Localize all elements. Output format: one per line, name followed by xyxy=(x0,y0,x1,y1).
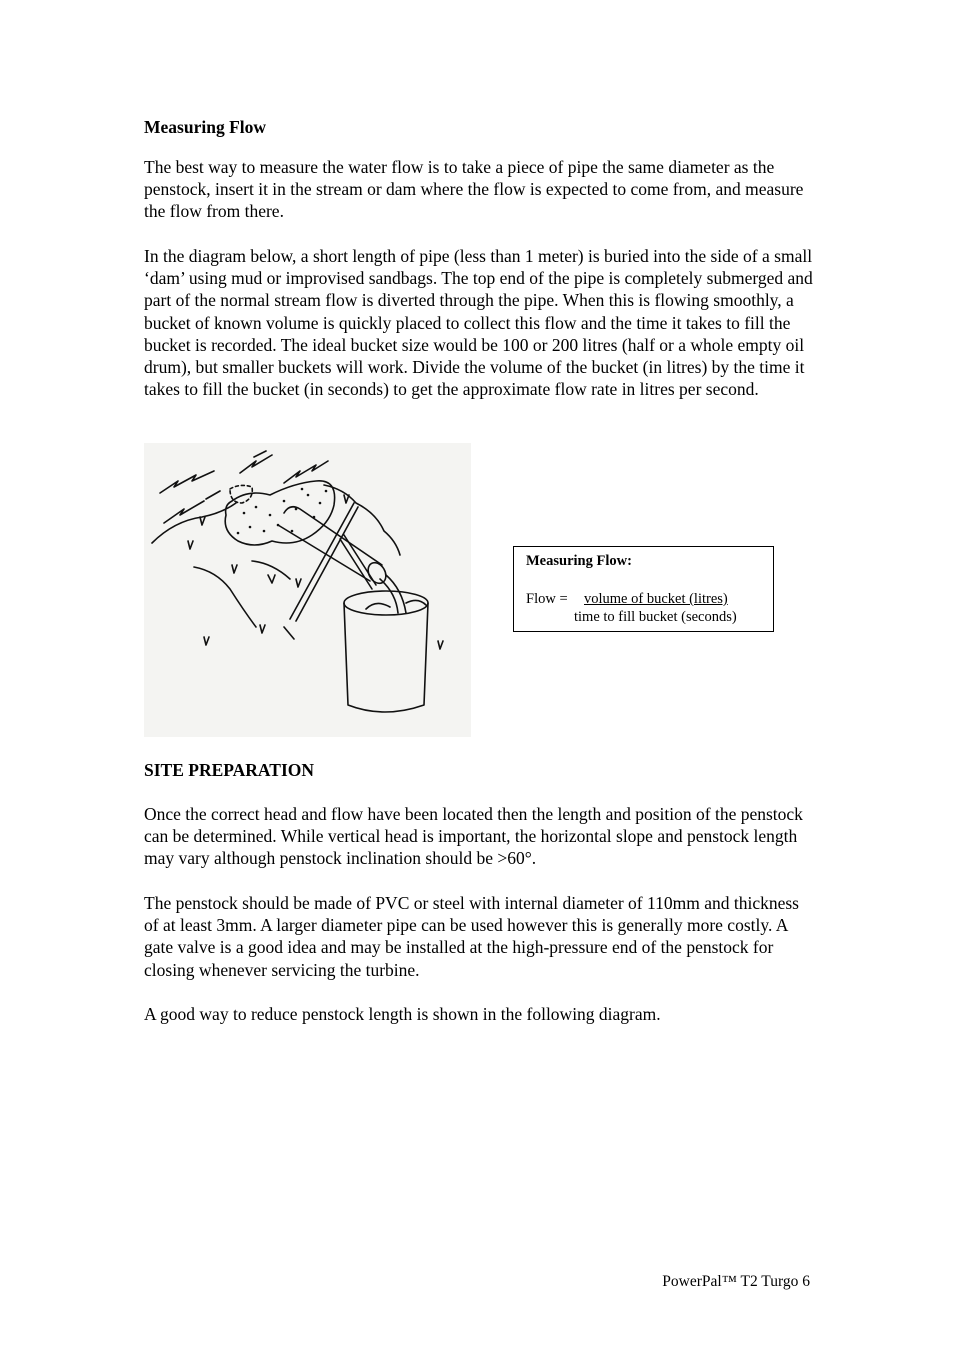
measuring-flow-paragraph-1: The best way to measure the water flow is to take a piece of pipe the same diameter as the penstock, insert it in the stream or dam where the flow is expected to come from, and measure the flow from there. xyxy=(144,157,804,222)
flow-measurement-illustration xyxy=(144,443,471,737)
measuring-flow-heading: Measuring Flow xyxy=(144,117,267,137)
measuring-flow-paragraph-2: In the diagram below, a short length of pipe (less than 1 meter) is buried into the side of a small ‘dam’ using mud or improvised sandbags. The top end of the pipe is completely submerged and part of the normal stream flow is diverted through the pipe. When this is flowing smoothly, a bucket of known volume is quickly placed to collect this flow and the time it takes to fill the bucket is recorded. The ideal bucket size would be 100 or 200 litres (half or a whole empty oil drum), but smaller buckets will work. Divide the volume of the bucket (in litres) by the time it takes to fill the bucket (in seconds) to get the approximate flow rate in litres per second. xyxy=(144,246,813,400)
site-preparation-paragraph-1: Once the correct head and flow have been located then the length and position of the penstock can be determined. While vertical head is important, the horizontal slope and penstock length may vary although penstock inclination should be >60°. xyxy=(144,804,803,869)
formula-title: Measuring Flow: xyxy=(526,553,632,569)
page-footer: PowerPal™ T2 Turgo 6 xyxy=(662,1273,810,1290)
formula-numerator: volume of bucket (litres) xyxy=(584,591,728,607)
site-preparation-paragraph-3: A good way to reduce penstock length is shown in the following diagram. xyxy=(144,1004,661,1024)
site-preparation-heading: SITE PREPARATION xyxy=(144,760,315,780)
site-preparation-paragraph-2: The penstock should be made of PVC or steel with internal diameter of 110mm and thickness of at least 3mm. A larger diameter pipe can be used however this is generally more costly. A gate valve is a good idea and may be installed at the high-pressure end of the penstock for closing whenever servicing the turbine. xyxy=(144,893,799,980)
formula-lhs: Flow = xyxy=(526,591,568,607)
formula-denominator: time to fill bucket (seconds) xyxy=(574,609,737,625)
flow-formula-box xyxy=(513,546,774,632)
